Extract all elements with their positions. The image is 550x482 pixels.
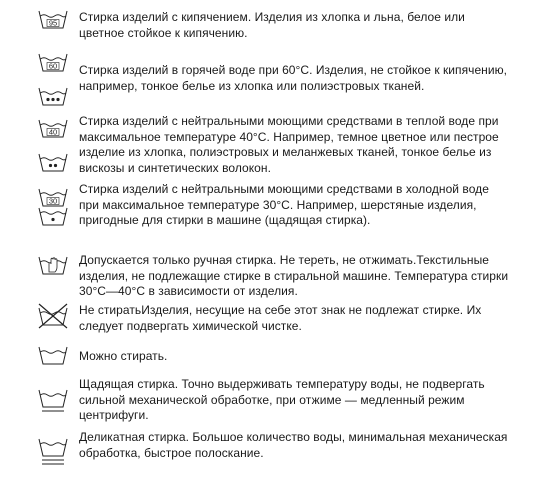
gentle-wash-icon [38,388,68,414]
text-line: цветное стойкое к кипячению. [79,25,248,40]
text-line: Не стиратьИзделия, несущие на себе этот знак не подлежат стирке. Их [79,303,482,317]
text-line: Щадящая стирка. Точно выдерживать температуру воды, не подвергать [79,377,485,391]
text-line: Стирка изделий в горячей воде при 60°С. Изделия, не стойкое к кипячению, [79,63,508,77]
care-entry-text [79,63,541,94]
wash-two-dots-icon [38,152,68,174]
care-entry-text [79,10,541,41]
text-line: Стирка изделий с нейтральными моющими средствами в холодной воде [79,182,489,196]
text-line: пригодные для стирки в машине (щадящая стирка). [79,213,371,228]
text-line: изделие из хлопка, полиэстровых и меланжевых тканей, тонкое белье из [79,145,492,160]
text-line: изделия, не подлежащие стирке в стиральной машине. Температура стирки [79,268,509,283]
text-line: обработка, быстрое полоскание. [79,445,264,460]
do-not-wash-icon [38,303,68,329]
text-line: следует подвергать химической чистке. [79,318,302,333]
care-entry-text [79,114,541,176]
text-line: максимальное температуре 40°С. Например, темное цветное или пестрое [79,129,499,144]
svg-text:30: 30 [48,196,58,206]
wash-one-dot-icon [38,206,68,228]
svg-text:95: 95 [48,18,58,28]
care-entry-text [79,303,541,334]
washable-icon [38,345,68,367]
text-line: Деликатная стирка. Большое количество воды, минимальная механическая [79,430,508,444]
delicate-wash-icon [38,437,68,467]
care-entry-text [79,182,541,229]
care-entry-text [79,377,541,424]
wash-95-icon [38,9,68,31]
care-entry-text [79,253,541,300]
text-line: при максимальное температуре 30°С. Например, шерстяные изделия, [79,197,477,212]
text-line: Стирка изделий с нейтральными моющими средствами в теплой воде при [79,114,499,128]
wash-60-icon [38,52,68,74]
text-line: вискозы и синтетических волокон. [79,160,271,175]
text-line: сильной механической обработке, при отжиме — медленный режим [79,392,465,407]
text-line: центрифуги. [79,408,149,423]
svg-text:40: 40 [48,127,58,137]
text-line: Допускается только ручная стирка. Не тереть, не отжимать.Текстильные [79,253,490,267]
wash-40-icon [38,118,68,140]
svg-text:60: 60 [48,61,58,71]
text-line: например, тонкое белье из хлопка или полиэстровых тканей. [79,78,425,93]
care-entry-text [79,349,541,365]
text-line: Можно стирать. [79,349,168,363]
text-line: 30°С—40°С в зависимости от изделия. [79,284,298,299]
hand-wash-icon [38,255,68,277]
text-line: Стирка изделий с кипячением. Изделия из хлопка и льна, белое или [79,10,465,24]
wash-three-dots-icon [38,86,68,108]
care-entry-text [79,430,541,461]
